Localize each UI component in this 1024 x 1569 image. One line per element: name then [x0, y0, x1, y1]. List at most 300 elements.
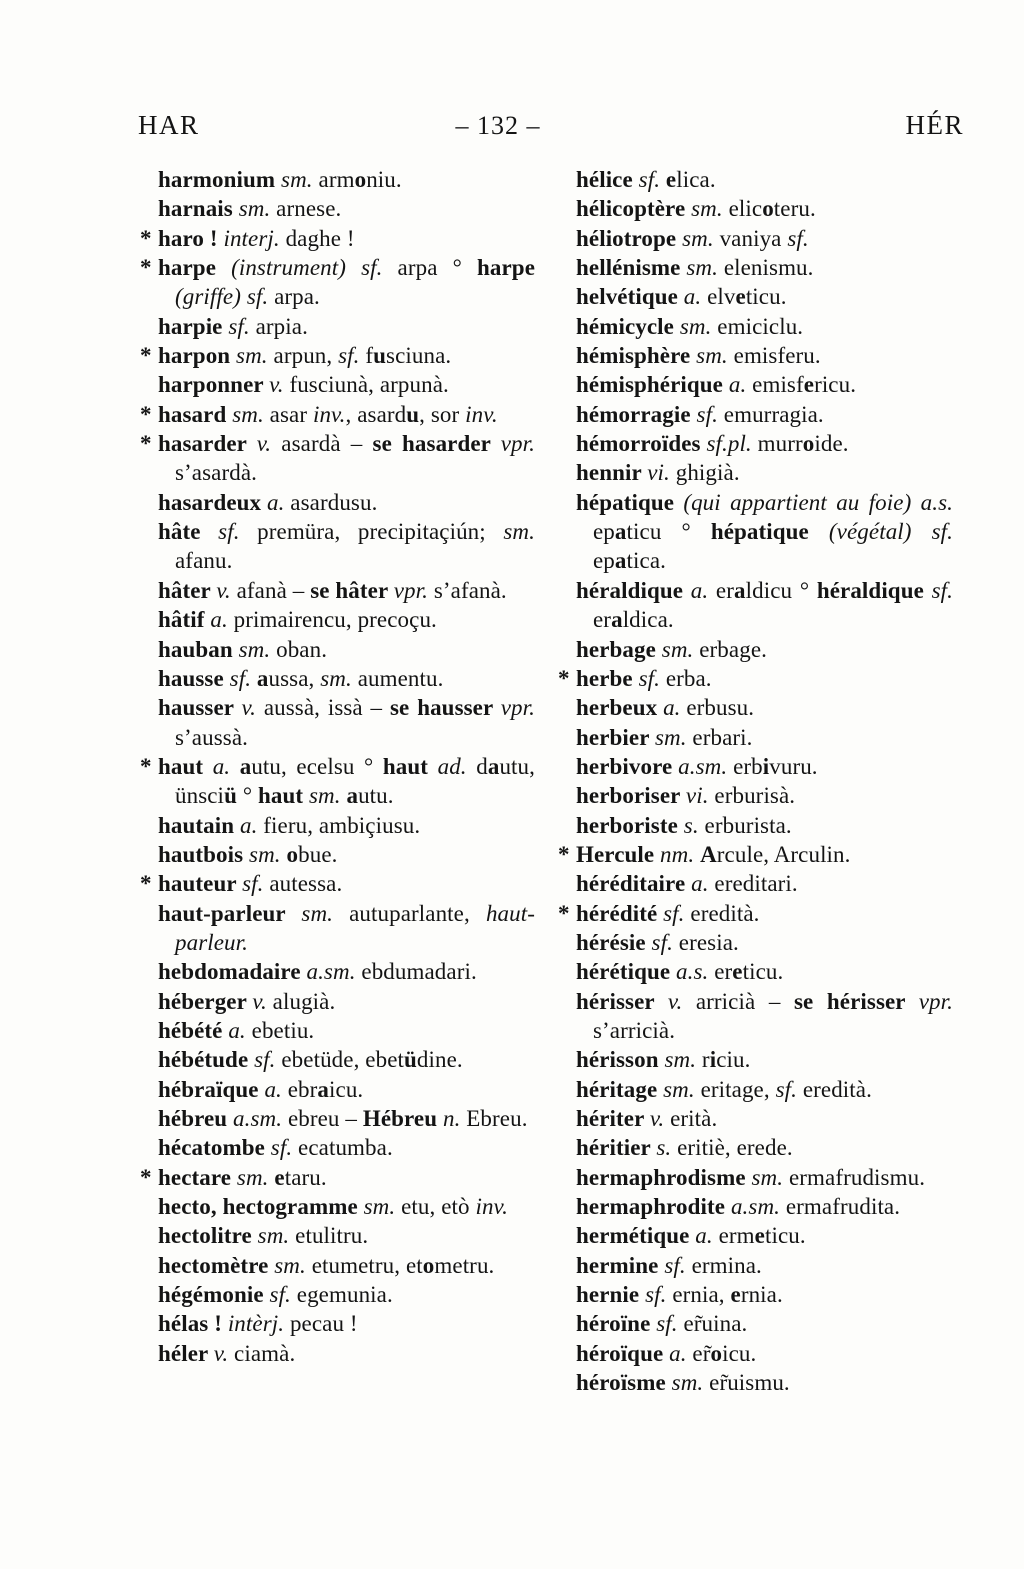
translation-text: dine.: [416, 1047, 463, 1073]
grammar-tag: a.: [683, 284, 702, 310]
sub-headword: se hasarder: [372, 431, 501, 457]
translation-text: ebetüde, ebet: [275, 1047, 404, 1073]
translation-text: f: [359, 343, 374, 369]
dictionary-entry: [158, 488, 535, 517]
stressed-letter: a: [487, 753, 500, 779]
dictionary-entry: [558, 899, 953, 928]
headword: hâter: [158, 577, 217, 603]
translation-text: ghigià.: [669, 460, 740, 486]
grammar-tag: sm.: [696, 343, 728, 369]
grammar-tag: sm.: [682, 225, 714, 251]
translation-text: daghe !: [279, 225, 355, 251]
translation-text: afanu.: [175, 548, 233, 574]
grammar-tag: a.: [691, 871, 709, 897]
grammar-tag: sf.: [638, 167, 661, 192]
headword: hémorragie: [576, 401, 697, 427]
stressed-letter: e: [803, 372, 815, 398]
dictionary-entry: [140, 224, 535, 253]
translation-text: , asard: [345, 401, 407, 427]
stressed-letter: i: [709, 1047, 717, 1073]
grammar-tag: sm.: [274, 1252, 306, 1278]
headword: héler: [158, 1340, 214, 1366]
grammar-tag: sm.: [308, 783, 341, 809]
headword: héraldique: [576, 577, 691, 603]
headword: Hercule: [576, 841, 661, 867]
translation-text: s’arricià.: [593, 1017, 676, 1043]
headword: harpon: [158, 343, 237, 369]
headword: hasardeux: [158, 489, 267, 515]
grammar-tag: sm.: [751, 1164, 784, 1190]
translation-text: teru.: [773, 196, 816, 222]
grammar-tag: sf.: [775, 1076, 797, 1102]
dictionary-entry: [158, 987, 535, 1016]
sub-headword: haut: [257, 783, 309, 809]
grammar-tag: v.: [216, 577, 231, 603]
dictionary-entry: [576, 1192, 953, 1221]
dictionary-column-left: [140, 165, 535, 1368]
dictionary-entry: [576, 1280, 953, 1309]
stressed-letter: a: [256, 665, 269, 691]
translation-text: alugià.: [266, 988, 336, 1014]
grammar-tag: interj.: [223, 225, 280, 251]
grammar-tag: sf.: [696, 401, 718, 427]
grammar-tag: sf.: [361, 255, 383, 281]
translation-text: eresia.: [672, 929, 739, 955]
stressed-letter: u: [373, 343, 387, 369]
dictionary-entry: [576, 1045, 953, 1074]
dictionary-entry: [158, 312, 535, 341]
translation-text: ide.: [814, 431, 849, 457]
translation-text: ticu.: [745, 284, 787, 310]
dictionary-entry: [558, 840, 953, 869]
dictionary-column-right: [558, 165, 953, 1397]
dictionary-entry: [140, 752, 535, 811]
translation-text: ermina.: [685, 1252, 762, 1278]
headword: harpe: [158, 255, 232, 281]
dictionary-entry: [140, 341, 535, 370]
translation-text: egemunia.: [290, 1282, 393, 1308]
translation-text: er: [593, 607, 612, 633]
sub-headword: haut: [382, 753, 438, 779]
headword: hémisphère: [576, 343, 697, 369]
stressed-letter: e: [732, 959, 743, 985]
translation-text: utu, ünsci: [175, 753, 535, 809]
translation-text: ldica.: [622, 607, 674, 633]
translation-text: ldicu °: [745, 577, 817, 603]
headword: hermaphrodisme: [576, 1164, 752, 1190]
translation-text: fusciunà, arpunà.: [283, 372, 449, 398]
translation-text: icu.: [722, 1340, 757, 1366]
translation-text: aumentu.: [351, 665, 444, 691]
translation-text: icu.: [329, 1076, 364, 1102]
page-number: – 132 –: [455, 111, 541, 140]
stressed-letter: o: [286, 841, 299, 867]
grammar-tag: sf.pl.: [706, 431, 752, 457]
grammar-tag: sm.: [257, 1223, 290, 1249]
headword: hautbois: [158, 841, 250, 867]
translation-text: s’asardà.: [175, 460, 257, 486]
grammar-tag: vi.: [685, 783, 709, 809]
dictionary-entry: [158, 811, 535, 840]
grammar-tag: sm.: [238, 196, 271, 222]
headword: hélas !: [158, 1311, 228, 1337]
translation-text: taru.: [284, 1164, 327, 1190]
grammar-tag: sf.: [270, 1135, 293, 1161]
grammar-tag: sm.: [686, 255, 718, 281]
grammar-tag: v.: [256, 431, 272, 457]
translation-text: ricu.: [814, 372, 857, 398]
translation-text: Ebreu.: [460, 1106, 528, 1131]
dictionary-entry: [576, 1309, 953, 1338]
dictionary-entry: [576, 1368, 953, 1397]
headword: herbivore: [576, 753, 679, 779]
grammar-tag: sm.: [249, 841, 281, 867]
translation-text: sciuna.: [386, 343, 452, 369]
grammar-tag: a.: [690, 577, 709, 603]
grammar-tag: a.: [728, 372, 747, 398]
sub-headword: harpe: [477, 255, 535, 281]
grammar-tag: a.s.: [920, 489, 953, 515]
dictionary-entry: [576, 869, 953, 898]
grammar-tag: sf.: [787, 225, 809, 251]
dictionary-entry: [576, 429, 953, 458]
translation-text: pecau !: [284, 1311, 358, 1337]
translation-text: etumetru, et: [305, 1252, 423, 1278]
grammar-tag: sm.: [679, 313, 712, 339]
grammar-tag: a.: [210, 607, 228, 633]
grammar-tag: v.: [269, 372, 284, 398]
dictionary-entry: [576, 224, 953, 253]
dictionary-entry: [140, 869, 535, 898]
translation-text: asardà –: [271, 431, 373, 457]
grammar-tag: a.: [212, 753, 231, 779]
guide-word-left: HAR: [138, 110, 200, 140]
dictionary-entry: [576, 576, 953, 635]
grammar-tag: sm.: [503, 519, 535, 545]
headword: haut: [158, 753, 213, 779]
dictionary-entry: [576, 1104, 953, 1133]
stressed-letter: a: [239, 753, 252, 779]
grammar-tag: a.: [228, 1017, 246, 1043]
headword: hérédité: [576, 900, 664, 926]
asterisk-marker: *: [140, 871, 152, 897]
headword: hérétique: [576, 959, 677, 985]
headword: herboriser: [576, 783, 686, 809]
stressed-letter: e: [274, 1164, 285, 1190]
grammar-tag: v.: [252, 988, 267, 1014]
dictionary-entry: [576, 458, 953, 487]
dictionary-entry: [576, 341, 953, 370]
grammar-tag: nm.: [660, 841, 695, 867]
dictionary-entry: [158, 194, 535, 223]
stressed-letter: o: [802, 431, 815, 457]
dictionary-entry: [576, 957, 953, 986]
stressed-letter: a: [611, 607, 623, 633]
grammar-tag: sf.: [229, 665, 252, 691]
headword: helvétique: [576, 284, 684, 310]
guide-word-right: HÉR: [905, 110, 964, 140]
grammar-tag: sf.: [664, 1252, 686, 1278]
headword: hebdomadaire: [158, 959, 307, 985]
grammar-tag: sf.: [254, 1047, 276, 1073]
grammar-tag: sf.: [246, 284, 269, 310]
grammar-tag: sf.: [663, 900, 685, 926]
translation-text: autuparlante,: [333, 900, 486, 926]
dictionary-entry: [140, 253, 535, 312]
headword: hausse: [158, 665, 230, 691]
grammar-tag: sm.: [654, 724, 687, 750]
headword: hémicycle: [576, 313, 680, 339]
sub-headword: se hérisser: [793, 988, 919, 1014]
headword: harponner: [158, 372, 270, 398]
translation-text: premüra, precipitaçiún;: [239, 519, 504, 545]
dictionary-entry: [158, 1221, 535, 1250]
translation-text: oban.: [270, 636, 328, 662]
headword: hectare: [158, 1164, 237, 1190]
dictionary-entry: [576, 488, 953, 576]
translation-text: metru.: [434, 1252, 495, 1278]
dictionary-entry: [576, 635, 953, 664]
asterisk-marker: *: [140, 343, 152, 369]
dictionary-entry: [576, 312, 953, 341]
grammar-tag: sm.: [281, 167, 313, 192]
translation-text: arpa.: [268, 284, 320, 310]
headword: hauteur: [158, 871, 243, 897]
translation-text: primairencu, precoçu.: [227, 607, 437, 633]
asterisk-marker: *: [140, 255, 152, 281]
dictionary-entry: [576, 987, 953, 1046]
grammar-tag: sf.: [218, 519, 240, 545]
asterisk-marker: *: [558, 900, 570, 926]
sub-headword: héraldique: [816, 577, 932, 603]
stressed-letter: a: [317, 1076, 330, 1102]
asterisk-marker: *: [140, 1164, 152, 1190]
grammar-tag: a.sm.: [730, 1194, 781, 1220]
grammar-tag: v.: [667, 988, 683, 1014]
dictionary-entry: [158, 1339, 535, 1368]
asterisk-marker: *: [140, 225, 152, 251]
stressed-letter: a: [614, 548, 627, 574]
headword: hernie: [576, 1282, 646, 1308]
translation-text: emiciclu.: [711, 313, 804, 339]
stressed-letter: u: [406, 401, 420, 427]
translation-text: ep: [593, 519, 615, 545]
headword: haro !: [158, 225, 224, 251]
translation-text: arpun,: [267, 343, 339, 369]
sub-headword: Hébreu: [362, 1106, 443, 1131]
stressed-letter: e: [735, 284, 746, 310]
dictionary-entry: [158, 693, 535, 752]
dictionary-entry: [158, 605, 535, 634]
stressed-letter: e: [730, 1282, 741, 1308]
headword: hélice: [576, 167, 639, 192]
grammar-tag: inv.: [465, 401, 498, 427]
dictionary-entry: [558, 664, 953, 693]
headword: herbier: [576, 724, 655, 750]
dictionary-entry: [576, 1163, 953, 1192]
grammar-tag: a.: [669, 1340, 687, 1366]
translation-text: arpia.: [249, 313, 308, 339]
headword: hasard: [158, 401, 233, 427]
translation-text: ebreu –: [282, 1106, 363, 1131]
grammar-tag: vpr.: [393, 577, 428, 603]
headword: hermaphrodite: [576, 1194, 731, 1220]
dictionary-entry: [576, 165, 953, 194]
headword: hausser: [158, 695, 242, 721]
dictionary-entry: [576, 400, 953, 429]
stressed-letter: ü: [224, 783, 237, 809]
gloss-parenthetical: (griffe): [175, 284, 247, 310]
headword: héroïsme: [576, 1370, 672, 1396]
translation-text: etulitru.: [289, 1223, 369, 1249]
grammar-tag: sm.: [691, 196, 723, 222]
dictionary-entry: [158, 1251, 535, 1280]
headword: hérisser: [576, 988, 668, 1014]
translation-text: eredità.: [684, 900, 760, 926]
grammar-tag: vpr.: [500, 431, 535, 457]
grammar-tag: vpr.: [918, 988, 954, 1014]
grammar-tag: a.sm.: [678, 753, 728, 779]
headword: hériter: [576, 1106, 650, 1131]
headword: hermétique: [576, 1223, 696, 1249]
dictionary-entry: [158, 576, 535, 605]
translation-text: erbari.: [686, 724, 753, 750]
grammar-tag: sf.: [931, 519, 954, 545]
headword: hérésie: [576, 929, 652, 955]
grammar-tag: a.: [695, 1223, 713, 1249]
dictionary-entry: [576, 1133, 953, 1162]
grammar-tag: vpr.: [500, 695, 535, 721]
translation-text: s’aussà.: [175, 724, 248, 750]
grammar-tag: sf.: [242, 871, 264, 897]
translation-text: vuru.: [769, 753, 818, 779]
sub-headword: se hâter: [310, 577, 394, 603]
grammar-tag: v.: [241, 695, 256, 721]
headword: héréditaire: [576, 871, 692, 897]
headword: hélicoptère: [576, 196, 692, 222]
translation-text: erb: [727, 753, 763, 779]
stressed-letter: e: [754, 1223, 765, 1249]
dictionary-entry: [576, 1339, 953, 1368]
dictionary-entry: [158, 840, 535, 869]
translation-text: autessa.: [263, 871, 343, 897]
grammar-tag: sf.: [638, 665, 660, 691]
translation-text: murr: [751, 431, 803, 457]
grammar-tag: sm.: [232, 401, 264, 427]
stressed-letter: e: [665, 167, 677, 192]
grammar-tag: s.: [656, 1135, 672, 1161]
grammar-tag: sf.: [931, 577, 954, 603]
translation-text: elenismu.: [717, 255, 814, 281]
dictionary-entry: [576, 1221, 953, 1250]
dictionary-entry: [158, 635, 535, 664]
dictionary-entry: [158, 517, 535, 576]
dictionary-entry: [158, 1133, 535, 1162]
translation-text: ermafrudita.: [780, 1194, 901, 1220]
stressed-letter: o: [354, 167, 367, 192]
translation-text: fieru, ambiçiusu.: [257, 812, 421, 838]
grammar-tag: s.: [683, 812, 699, 838]
translation-italic: haut-parleur.: [175, 900, 535, 955]
grammar-tag: a.s.: [676, 959, 709, 985]
dictionary-entry: [158, 1192, 535, 1221]
gloss-parenthetical: (végétal): [828, 519, 932, 545]
grammar-tag: sm.: [320, 665, 352, 691]
translation-text: ussa,: [268, 665, 321, 691]
dictionary-entry: [158, 1309, 535, 1338]
translation-text: lica.: [676, 167, 716, 192]
translation-text: erbusu.: [680, 695, 755, 721]
headword: hépatique: [576, 489, 684, 515]
dictionary-entry: [158, 899, 535, 958]
translation-text: rnia.: [740, 1282, 783, 1308]
translation-text: er̃uismu.: [703, 1370, 790, 1396]
dictionary-entry: [576, 781, 953, 810]
dictionary-entry: [576, 194, 953, 223]
grammar-tag: a.sm.: [233, 1106, 283, 1131]
dictionary-entry: [576, 370, 953, 399]
headword: harmonium: [158, 167, 282, 192]
headword: héroïque: [576, 1340, 670, 1366]
translation-text: ereditari.: [708, 871, 798, 897]
headword: hasarder: [158, 431, 257, 457]
headword: hérisson: [576, 1047, 665, 1073]
headword: hennir: [576, 460, 648, 486]
headword: héberger: [158, 988, 253, 1014]
translation-text: °: [236, 783, 258, 809]
translation-text: niu.: [366, 167, 402, 192]
translation-text: ticu.: [742, 959, 784, 985]
grammar-tag: intèrj.: [227, 1311, 285, 1337]
dictionary-entry: [158, 370, 535, 399]
translation-text: ecatumba.: [292, 1135, 393, 1161]
translation-text: arpa °: [382, 255, 477, 281]
dictionary-entry: [158, 664, 535, 693]
headword: hémisphérique: [576, 372, 729, 398]
translation-text: asardusu.: [284, 489, 378, 515]
dictionary-entry: [576, 811, 953, 840]
dictionary-entry: [158, 1016, 535, 1045]
asterisk-marker: *: [558, 841, 570, 867]
stressed-letter: a: [734, 577, 746, 603]
grammar-tag: a.: [663, 695, 681, 721]
dictionary-entry: [158, 1075, 535, 1104]
headword: hermine: [576, 1252, 665, 1278]
translation-text: er̃: [686, 1340, 711, 1366]
headword: hébraïque: [158, 1076, 265, 1102]
grammar-tag: n.: [442, 1106, 461, 1131]
grammar-tag: sf.: [338, 343, 360, 369]
dictionary-entry: [158, 1104, 535, 1133]
translation-text: aussà, issà –: [255, 695, 390, 721]
grammar-tag: a.: [264, 1076, 282, 1102]
translation-text: ebdumadari.: [355, 959, 477, 985]
translation-text: utu, ecelsu °: [251, 753, 383, 779]
stressed-letter: o: [762, 196, 774, 222]
grammar-tag: sm.: [238, 636, 271, 662]
translation-text: emurragia.: [717, 401, 824, 427]
sub-headword: se hausser: [390, 695, 501, 721]
dictionary-entry: [140, 429, 535, 488]
stressed-letter: o: [422, 1252, 435, 1278]
translation-text: erburista.: [698, 812, 792, 838]
translation-text: eritage,: [694, 1076, 776, 1102]
stressed-letter: o: [710, 1340, 723, 1366]
translation-text: erburisà.: [708, 783, 796, 809]
translation-text: asar: [263, 401, 313, 427]
asterisk-marker: *: [140, 401, 152, 427]
headword: hégémonie: [158, 1282, 270, 1308]
